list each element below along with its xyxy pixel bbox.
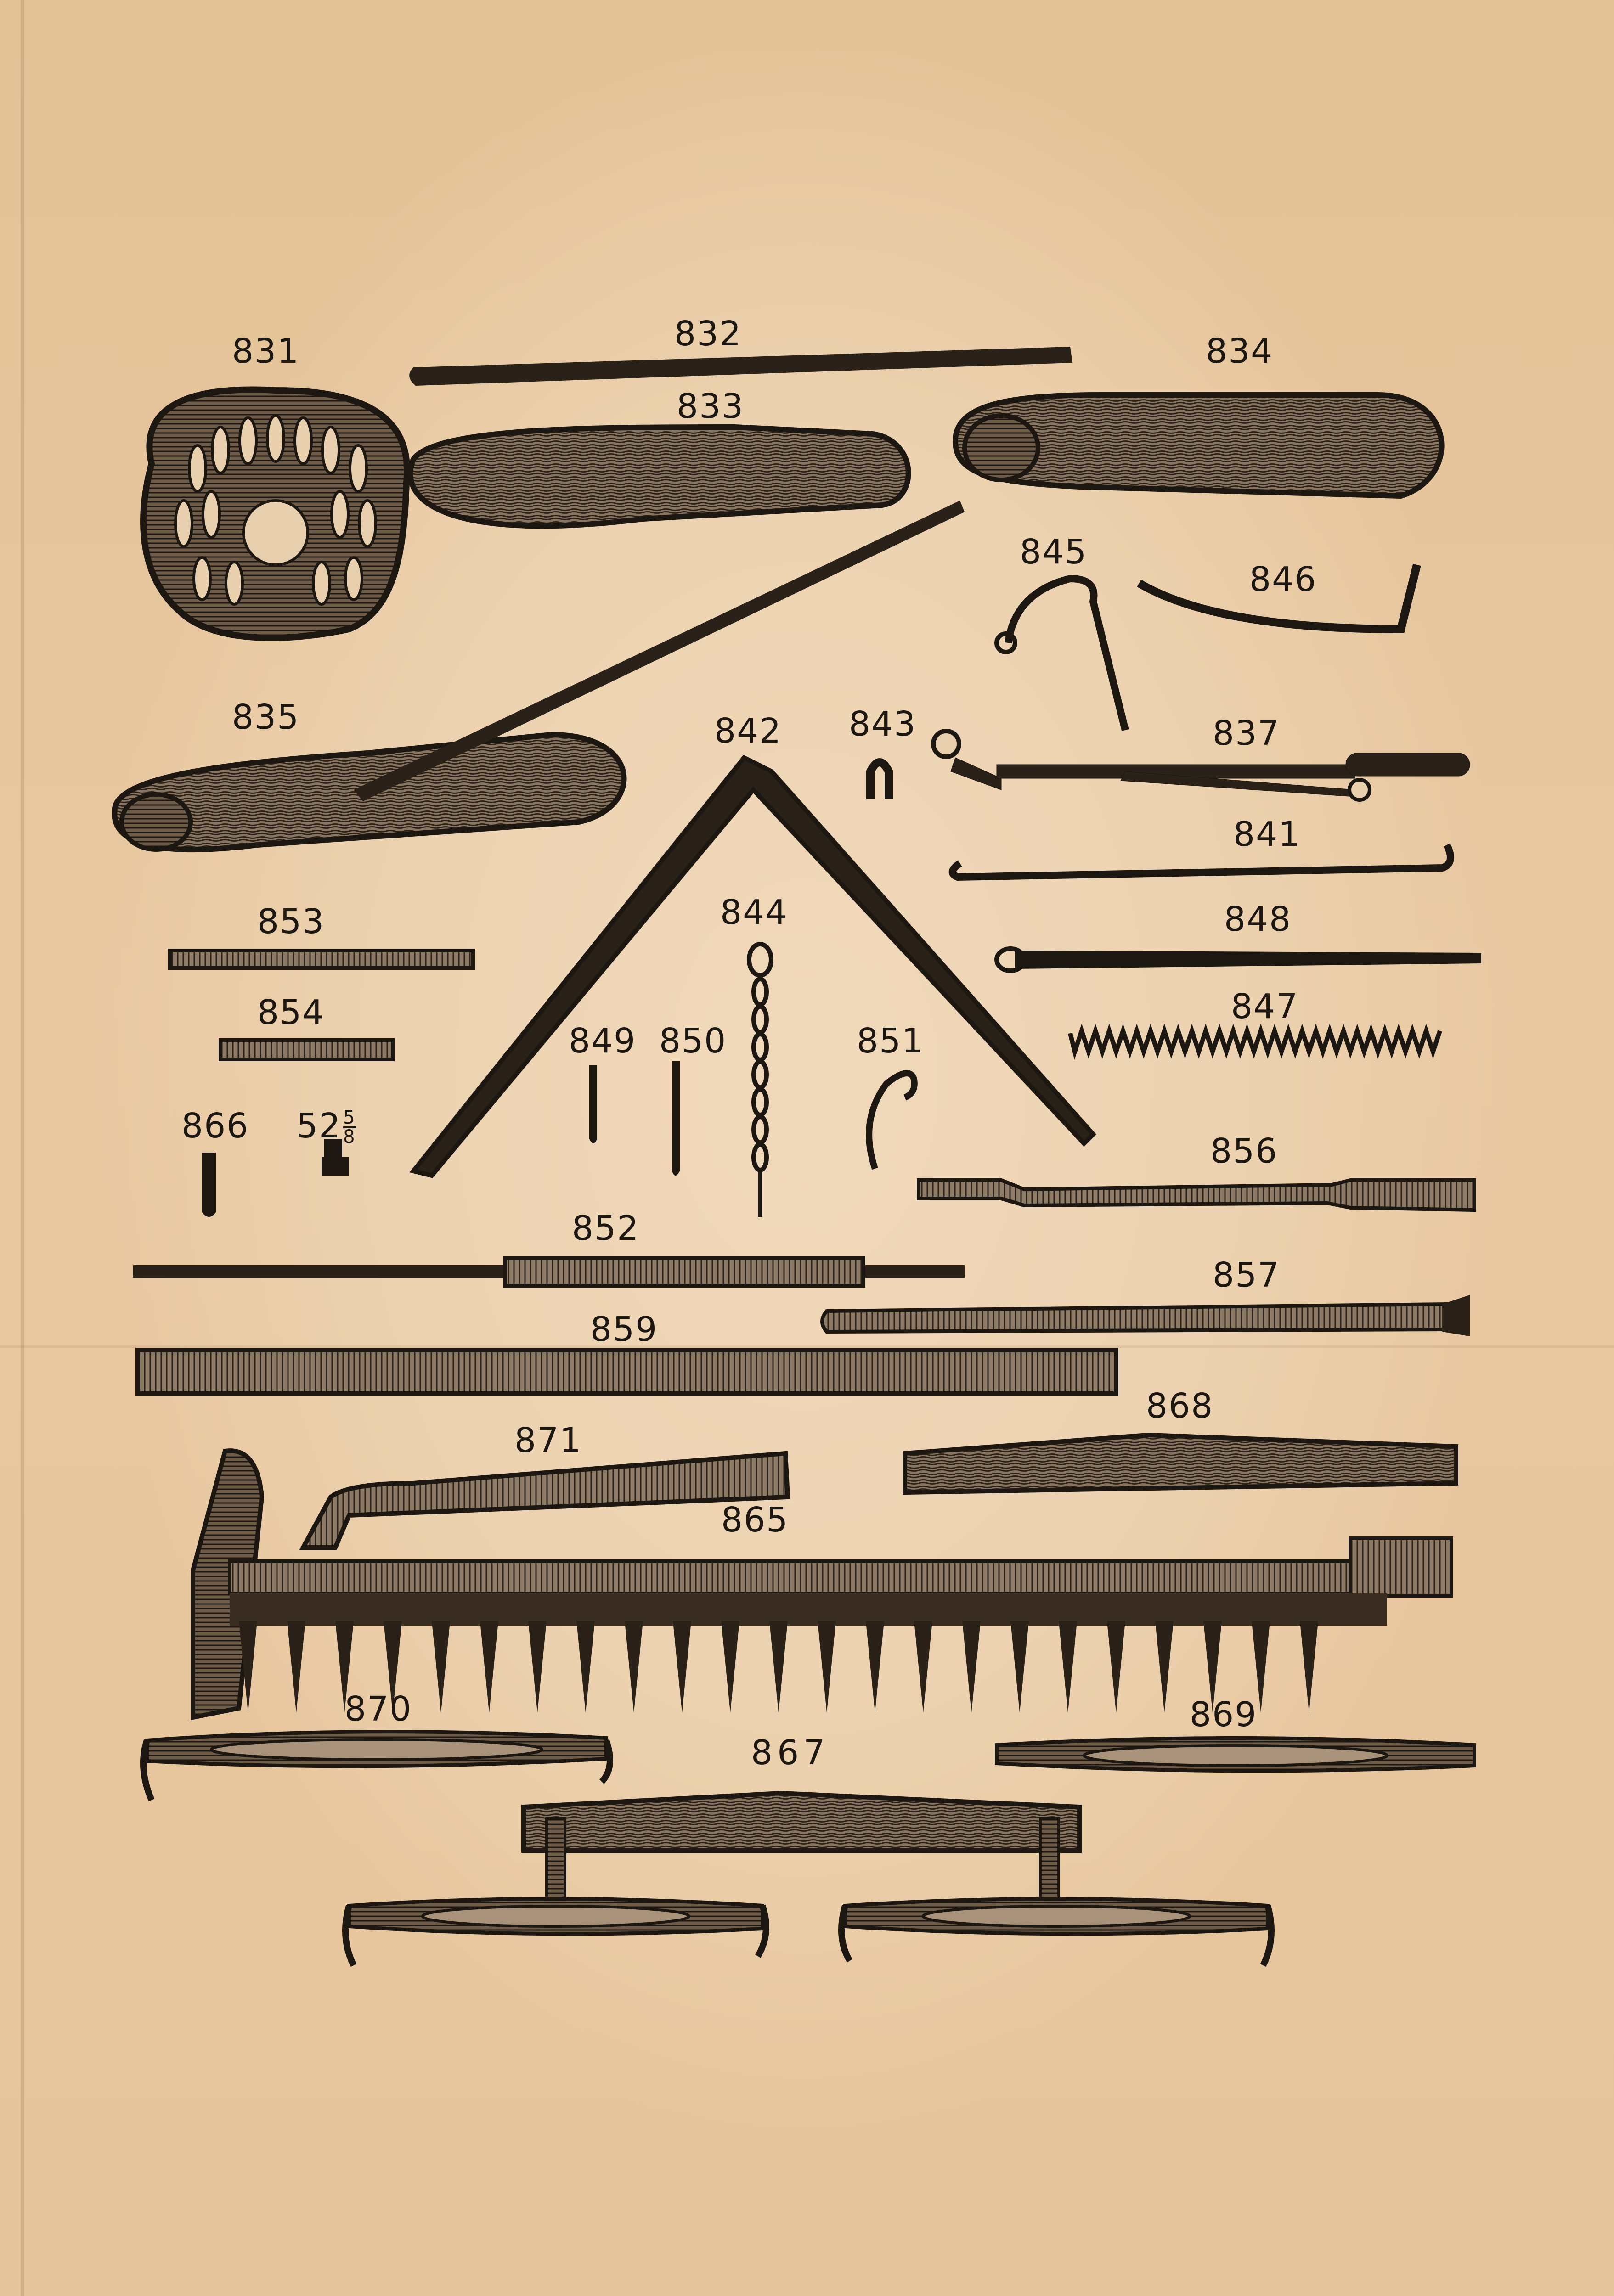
label-52-denominator: 8 [343,1126,356,1148]
label-871: 871 [514,1421,582,1460]
label-866: 866 [181,1106,249,1146]
part-837-linkage [933,731,1470,800]
part-867-doubletree [345,1793,1271,1965]
label-845: 845 [1020,532,1088,572]
label-846: 846 [1249,560,1317,599]
label-868: 868 [1146,1386,1214,1426]
label-52-numerator: 5 [343,1107,356,1128]
label-831: 831 [232,332,300,371]
part-853-bolt [170,951,473,968]
part-845-hook [1008,579,1125,730]
label-52-whole: 52 [296,1106,342,1146]
label-852: 852 [572,1209,640,1248]
part-847-spring [1070,1031,1440,1052]
label-848: 848 [1224,900,1292,939]
part-841-hook-rod [953,845,1450,877]
label-851: 851 [857,1021,925,1061]
label-869: 869 [1190,1695,1258,1734]
label-832: 832 [674,314,742,354]
part-856-bar [919,1180,1474,1210]
label-837: 837 [1213,714,1281,753]
label-850: 850 [659,1021,727,1061]
part-866-bolt [202,1153,216,1217]
part-871-bar [303,1453,788,1548]
part-869-bar [997,1738,1474,1771]
label-847: 847 [1231,987,1299,1026]
label-867: 867 [751,1733,830,1773]
part-868-board [905,1435,1456,1492]
part-831-seat [143,390,407,638]
label-842: 842 [714,711,782,751]
part-849-pin [589,1065,597,1143]
label-849: 849 [569,1021,637,1061]
part-859-bar [138,1350,1116,1394]
part-857-bar [822,1295,1470,1336]
label-870: 870 [344,1689,412,1729]
label-843: 843 [849,704,917,744]
label-854: 854 [257,993,325,1032]
label-841: 841 [1233,815,1301,854]
label-833: 833 [677,387,745,426]
label-859: 859 [590,1310,658,1349]
label-835: 835 [232,698,300,737]
part-851-hook [869,1073,914,1169]
part-833-board [410,427,908,526]
label-857: 857 [1213,1255,1281,1295]
label-52-fraction [343,1109,356,1146]
part-850-pin [672,1061,680,1176]
label-52 [296,1106,356,1148]
label-844: 844 [720,893,788,932]
part-870-singletree [143,1732,610,1800]
part-843-u-clip [870,762,889,799]
label-856: 856 [1210,1131,1278,1171]
label-865: 865 [721,1500,789,1540]
part-848-rod [997,949,1481,971]
label-834: 834 [1206,332,1274,371]
label-853: 853 [257,902,325,941]
part-844-chain [749,944,771,1217]
part-852-rod [133,1258,965,1286]
part-854-pin [220,1040,393,1059]
